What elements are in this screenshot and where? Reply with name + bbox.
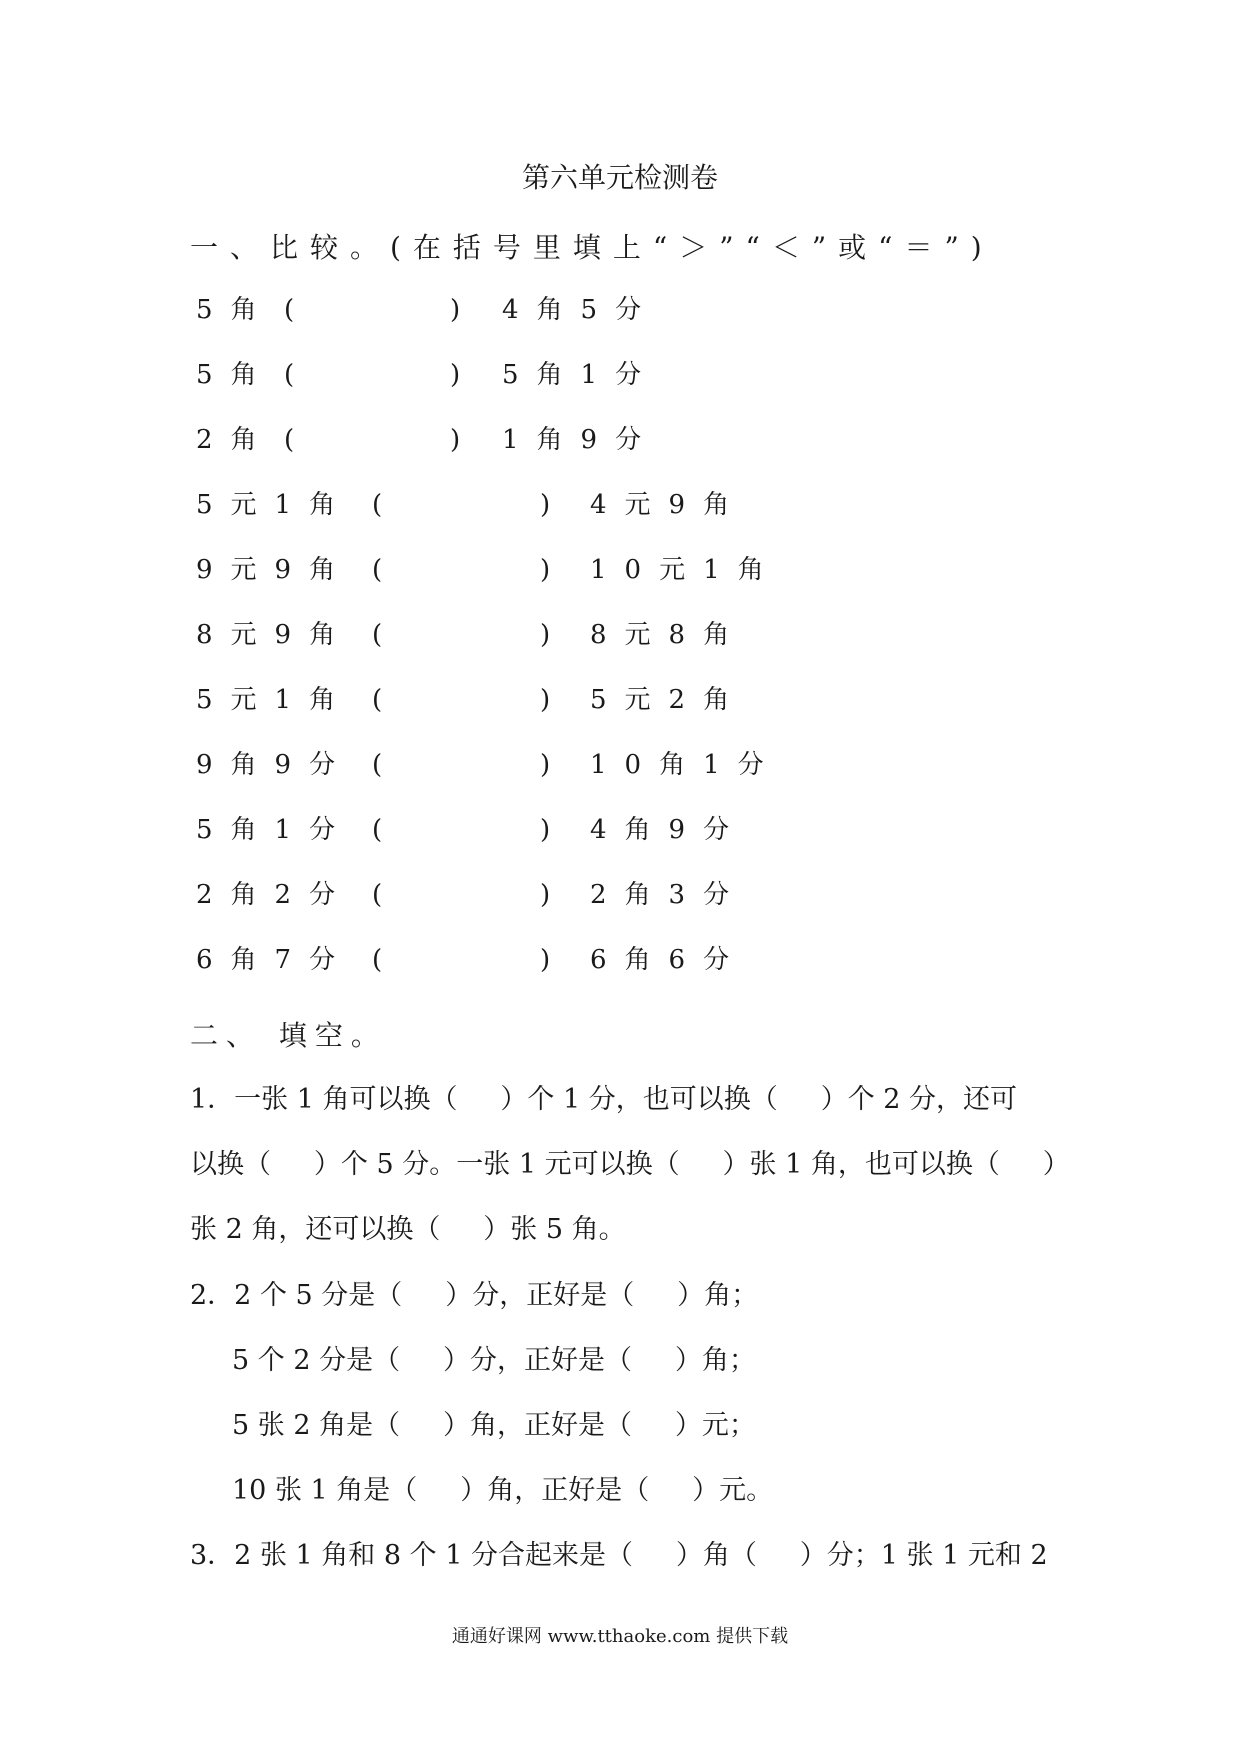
blank-close: ) <box>540 945 551 975</box>
compare-right: 6角6分 <box>590 945 748 975</box>
compare-row <box>196 615 748 655</box>
compare-row <box>196 875 748 915</box>
compare-row <box>196 680 748 720</box>
compare-right: 5元2角 <box>590 685 748 715</box>
compare-right: 2角3分 <box>590 880 748 910</box>
blank-open: ( <box>372 685 383 715</box>
compare-left: 5角 <box>196 295 275 325</box>
compare-left: 5角1分 <box>196 815 354 845</box>
blank-close: ) <box>540 815 551 845</box>
blank-open: ( <box>372 490 383 520</box>
blank-close: ) <box>540 555 551 585</box>
blank-open: ( <box>372 750 383 780</box>
compare-right: 4角5分 <box>502 295 660 325</box>
fill-line: 张 2 角，还可以换（ ）张 5 角。 <box>190 1214 626 1245</box>
compare-right: 5角1分 <box>502 360 660 390</box>
blank-open: ( <box>284 360 295 390</box>
fill-line: 1．一张 1 角可以换（ ）个 1 分，也可以换（ ）个 2 分，还可 <box>190 1084 1018 1115</box>
section-1-heading: 一、比较。(在括号里填上“＞”“＜”或“＝”) <box>190 231 994 264</box>
compare-right: 10角1分 <box>590 750 782 780</box>
blank-close: ) <box>540 750 551 780</box>
blank-close: ) <box>540 685 551 715</box>
blank-close: ) <box>450 360 461 390</box>
blank-close: ) <box>540 620 551 650</box>
compare-row <box>196 485 748 525</box>
compare-left: 5角 <box>196 360 275 390</box>
page-footer: 通通好课网 www.tthaoke.com 提供下载 <box>451 1626 789 1647</box>
fill-line: 5 个 2 分是（ ）分，正好是（ ）角； <box>232 1345 756 1376</box>
compare-right: 10元1角 <box>590 555 782 585</box>
blank-open: ( <box>372 620 383 650</box>
compare-right: 4元9角 <box>590 490 748 520</box>
blank-open: ( <box>284 295 295 325</box>
compare-left: 9元9角 <box>196 555 354 585</box>
compare-row <box>196 550 782 590</box>
compare-left: 5元1角 <box>196 685 354 715</box>
compare-left: 9角9分 <box>196 750 354 780</box>
blank-close: ) <box>450 425 461 455</box>
compare-row <box>196 940 748 980</box>
compare-row <box>196 355 660 395</box>
blank-open: ( <box>284 425 295 455</box>
fill-line: 3．2 张 1 角和 8 个 1 分合起来是（ ）角（ ）分；1 张 1 元和 2 <box>190 1540 1048 1571</box>
fill-line: 以换（ ）个 5 分。一张 1 元可以换（ ）张 1 角，也可以换（ ） <box>190 1149 1070 1180</box>
compare-left: 8元9角 <box>196 620 354 650</box>
compare-right: 1角9分 <box>502 425 660 455</box>
blank-open: ( <box>372 880 383 910</box>
blank-open: ( <box>372 555 383 585</box>
fill-line: 10 张 1 角是（ ）角，正好是（ ）元。 <box>232 1475 774 1506</box>
compare-row <box>196 810 748 850</box>
compare-row <box>196 290 660 330</box>
compare-right: 4角9分 <box>590 815 748 845</box>
blank-close: ) <box>540 880 551 910</box>
compare-left: 5元1角 <box>196 490 354 520</box>
compare-left: 2角2分 <box>196 880 354 910</box>
compare-left: 6角7分 <box>196 945 354 975</box>
fill-line: 2．2 个 5 分是（ ）分，正好是（ ）角； <box>190 1280 759 1311</box>
blank-close: ) <box>540 490 551 520</box>
compare-right: 8元8角 <box>590 620 748 650</box>
compare-row <box>196 420 660 460</box>
blank-open: ( <box>372 815 383 845</box>
section-2-heading: 二、 填空。 <box>190 1019 387 1052</box>
compare-row <box>196 745 782 785</box>
compare-left: 2角 <box>196 425 275 455</box>
blank-open: ( <box>372 945 383 975</box>
fill-line: 5 张 2 角是（ ）角，正好是（ ）元； <box>232 1410 756 1441</box>
page-title: 第六单元检测卷 <box>521 161 718 194</box>
blank-close: ) <box>450 295 461 325</box>
